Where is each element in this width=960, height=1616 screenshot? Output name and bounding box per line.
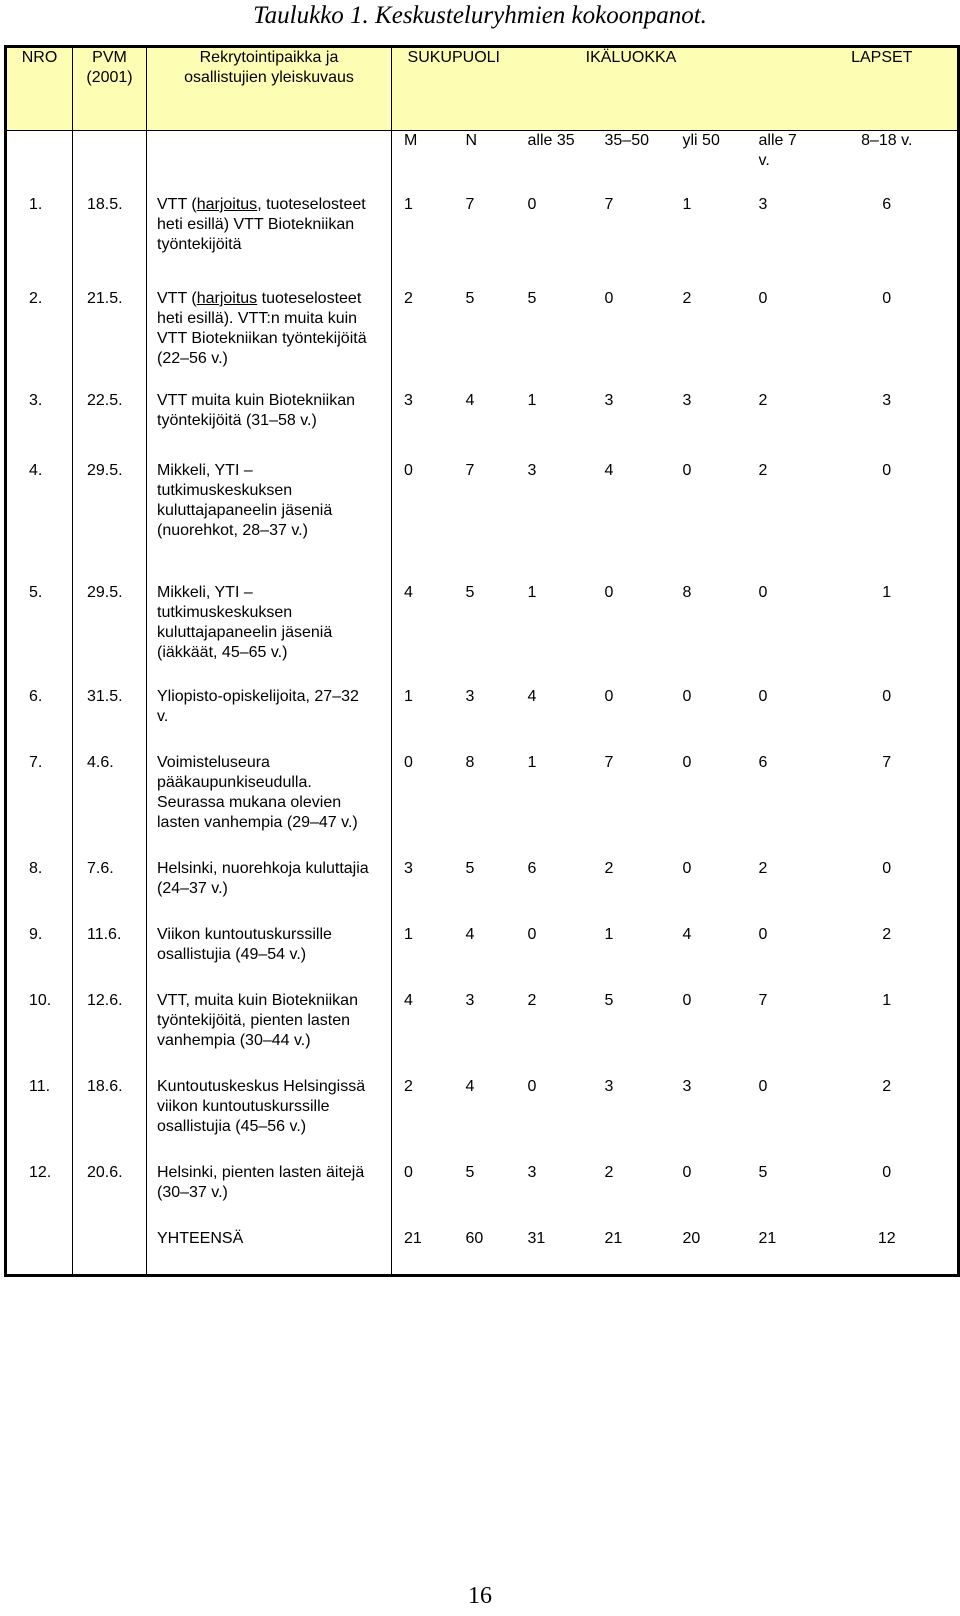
table-row: [6, 687, 959, 753]
table-row: [6, 195, 959, 289]
row-value: 0: [604, 290, 614, 307]
row-value: 3: [604, 392, 614, 409]
table-row: [6, 1163, 959, 1229]
subheader-yli50: yli 50: [682, 132, 720, 149]
row-value: 4: [527, 688, 537, 705]
row-description: [147, 461, 392, 583]
row-value: 2: [404, 1078, 413, 1095]
row-pvm: 18.6.: [73, 1077, 147, 1163]
total-row: [6, 1229, 959, 1275]
row-value: 0: [682, 754, 692, 771]
row-value: 2: [758, 392, 768, 409]
table-row: [6, 1077, 959, 1163]
row-value: 2: [758, 462, 768, 479]
row-nro: 10.: [6, 991, 73, 1077]
row-nro: 11.: [6, 1077, 73, 1163]
subheader-alle7: alle 7 v.: [758, 132, 797, 169]
col-header-ikaluokka: IKÄLUOKKA: [516, 47, 747, 131]
table-row: [6, 461, 959, 583]
row-value: 0: [527, 926, 537, 943]
row-value: 0: [882, 860, 892, 877]
row-value: 5: [465, 1164, 475, 1181]
table-caption: Taulukko 1. Keskusteluryhmien kokoonpanot.: [253, 2, 707, 29]
row-value: 5: [527, 290, 537, 307]
row-pvm: 29.5.: [73, 583, 147, 687]
table-row: [6, 925, 959, 991]
row-description: [147, 1163, 392, 1229]
row-nro: 7.: [6, 753, 73, 859]
description-text: Viikon kuntoutuskurssille osallistujia (49–54 v.): [157, 926, 332, 963]
description-text: Yliopisto-opiskelijoita, 27–32 v.: [157, 688, 359, 725]
row-value: 5: [465, 860, 475, 877]
row-value: 4: [404, 584, 413, 601]
col-header-rekry: Rekrytointipaikka ja osallistujien yleiskuvaus: [147, 47, 392, 131]
row-value: 2: [527, 992, 537, 1009]
row-value: 0: [527, 1078, 537, 1095]
row-value: 2: [682, 290, 692, 307]
pvm-year: (2001): [86, 69, 133, 86]
row-value: 7: [882, 754, 892, 771]
description-text: VTT, muita kuin Biotekniikan työntekijöitä, pienten lasten vanhempia (30–44 v.): [157, 992, 358, 1049]
subheader-row: [6, 131, 959, 196]
row-pvm: 12.6.: [73, 991, 147, 1077]
row-value: 7: [758, 992, 768, 1009]
row-value: 0: [882, 1164, 892, 1181]
row-value: 0: [882, 688, 892, 705]
row-nro: 6.: [6, 687, 73, 753]
row-nro: 2.: [6, 289, 73, 391]
row-value: 3: [465, 992, 475, 1009]
row-nro: 1.: [6, 195, 73, 289]
row-pvm: 20.6.: [73, 1163, 147, 1229]
row-value: 0: [882, 462, 892, 479]
row-value: 0: [682, 860, 692, 877]
row-value: 6: [758, 754, 768, 771]
description-text: Mikkeli, YTI –tutkimuskeskuksen kuluttajapaneelin jäseniä (nuorehkot, 28–37 v.): [157, 462, 333, 539]
row-value: 7: [465, 196, 475, 213]
col-header-pvm: [73, 47, 147, 131]
table-row: [6, 289, 959, 391]
row-value: 1: [404, 688, 413, 705]
row-value: 1: [682, 196, 692, 213]
row-pvm: 31.5.: [73, 687, 147, 753]
row-value: 3: [604, 1078, 614, 1095]
row-value: 4: [604, 462, 614, 479]
row-value: 0: [882, 290, 892, 307]
row-nro: 5.: [6, 583, 73, 687]
row-value: 4: [404, 992, 413, 1009]
row-value: 5: [465, 290, 475, 307]
row-nro: 9.: [6, 925, 73, 991]
row-value: 2: [882, 1078, 892, 1095]
total-value: 21: [758, 1230, 777, 1247]
col-header-lapset: LAPSET: [747, 47, 959, 131]
row-value: 6: [527, 860, 537, 877]
row-value: 3: [527, 1164, 537, 1181]
row-value: 2: [604, 860, 614, 877]
row-value: 8: [465, 754, 475, 771]
description-text-rest: , tuoteselosteet heti esillä) VTT Biotekniikan työntekijöitä: [157, 196, 366, 253]
row-value: 0: [527, 196, 537, 213]
row-value: 1: [527, 584, 537, 601]
col-header-sukupuoli: SUKUPUOLI: [392, 47, 516, 131]
row-description: [147, 991, 392, 1077]
subheader-35-50: 35–50: [604, 132, 649, 149]
subheader-n: N: [465, 132, 478, 149]
row-value: 7: [465, 462, 475, 479]
total-value: 60: [465, 1230, 484, 1247]
row-value: 4: [465, 392, 475, 409]
table-row: [6, 991, 959, 1077]
row-description: [147, 1077, 392, 1163]
description-underlined: harjoitus: [196, 196, 258, 213]
row-pvm: 22.5.: [73, 391, 147, 461]
total-value: 12: [877, 1230, 896, 1247]
description-text: VTT (: [157, 290, 197, 307]
row-nro: 4.: [6, 461, 73, 583]
description-text: VTT (: [157, 196, 197, 213]
row-pvm: 4.6.: [73, 753, 147, 859]
table-row: [6, 583, 959, 687]
row-description: [147, 687, 392, 753]
subheader-alle35: alle 35: [527, 132, 575, 149]
row-value: 3: [682, 392, 692, 409]
row-value: 3: [682, 1078, 692, 1095]
row-value: 0: [682, 992, 692, 1009]
row-value: 0: [758, 290, 768, 307]
row-value: 1: [404, 196, 413, 213]
row-value: 0: [682, 462, 692, 479]
description-underlined: harjoitus: [196, 290, 258, 307]
row-value: 0: [404, 462, 413, 479]
row-value: 5: [758, 1164, 768, 1181]
row-value: 0: [604, 584, 614, 601]
row-value: 2: [758, 860, 768, 877]
row-description: [147, 859, 392, 925]
table-row: [6, 859, 959, 925]
row-value: 2: [882, 926, 892, 943]
row-value: 1: [604, 926, 614, 943]
row-value: 1: [882, 992, 892, 1009]
pvm-label: PVM: [92, 49, 127, 66]
row-description: [147, 289, 392, 391]
row-value: 4: [465, 926, 475, 943]
row-value: 3: [404, 392, 413, 409]
row-value: 0: [404, 1164, 413, 1181]
row-pvm: 21.5.: [73, 289, 147, 391]
description-text: Helsinki, nuorehkoja kuluttajia (24–37 v.): [157, 860, 369, 897]
row-pvm: 29.5.: [73, 461, 147, 583]
row-nro: 12.: [6, 1163, 73, 1229]
description-text: Kuntoutuskeskus Helsingissä viikon kuntoutuskurssille osallistujia (45–56 v.): [157, 1078, 366, 1135]
row-value: 7: [604, 196, 614, 213]
row-description: [147, 391, 392, 461]
row-value: 0: [758, 1078, 768, 1095]
row-description: [147, 195, 392, 289]
total-value: 21: [404, 1230, 422, 1247]
row-value: 0: [758, 926, 768, 943]
total-value: 21: [604, 1230, 623, 1247]
page-number: 16: [468, 1583, 492, 1609]
row-value: 3: [527, 462, 537, 479]
row-value: 5: [604, 992, 614, 1009]
row-nro: 3.: [6, 391, 73, 461]
table-row: [6, 753, 959, 859]
description-text: Voimisteluseura pääkaupunkiseudulla. Seurassa mukana olevien lasten vanhempia (29–47 v.): [157, 754, 358, 831]
row-value: 3: [465, 688, 475, 705]
row-value: 1: [882, 584, 892, 601]
description-text: Mikkeli, YTI –tutkimuskeskuksen kuluttajapaneelin jäseniä (iäkkäät, 45–65 v.): [157, 584, 333, 661]
description-text-rest: tuoteselosteet heti esillä). VTT:n muita kuin VTT Biotekniikan työntekijöitä (22–56 v.): [157, 290, 367, 367]
row-description: [147, 583, 392, 687]
total-value: 20: [682, 1230, 701, 1247]
row-pvm: 7.6.: [73, 859, 147, 925]
row-value: 1: [404, 926, 413, 943]
row-value: 3: [882, 392, 892, 409]
row-value: 2: [404, 290, 413, 307]
row-value: 0: [404, 754, 413, 771]
header-row: [6, 47, 959, 131]
row-value: 0: [758, 688, 768, 705]
row-nro: 8.: [6, 859, 73, 925]
row-pvm: 18.5.: [73, 195, 147, 289]
row-value: 3: [404, 860, 413, 877]
row-value: 0: [682, 688, 692, 705]
row-description: [147, 925, 392, 991]
row-value: 4: [682, 926, 692, 943]
row-value: 1: [527, 754, 537, 771]
row-value: 8: [682, 584, 692, 601]
description-text: Helsinki, pienten lasten äitejä (30–37 v.): [157, 1164, 365, 1201]
row-value: 4: [465, 1078, 475, 1095]
row-value: 3: [758, 196, 768, 213]
row-value: 5: [465, 584, 475, 601]
subheader-m: M: [404, 132, 418, 149]
total-label: YHTEENSÄ: [147, 1229, 392, 1275]
row-value: 0: [758, 584, 768, 601]
col-header-nro: NRO: [6, 47, 73, 131]
subheader-8-18: 8–18 v.: [861, 132, 913, 149]
total-value: 31: [527, 1230, 546, 1247]
row-value: 0: [604, 688, 614, 705]
row-pvm: 11.6.: [73, 925, 147, 991]
row-value: 0: [682, 1164, 692, 1181]
row-value: 2: [604, 1164, 614, 1181]
group-composition-table: [4, 45, 960, 1277]
row-description: [147, 753, 392, 859]
row-value: 1: [527, 392, 537, 409]
row-value: 6: [882, 196, 892, 213]
description-text: VTT muita kuin Biotekniikan työntekijöitä (31–58 v.): [157, 392, 356, 429]
row-value: 7: [604, 754, 614, 771]
table-row: [6, 391, 959, 461]
